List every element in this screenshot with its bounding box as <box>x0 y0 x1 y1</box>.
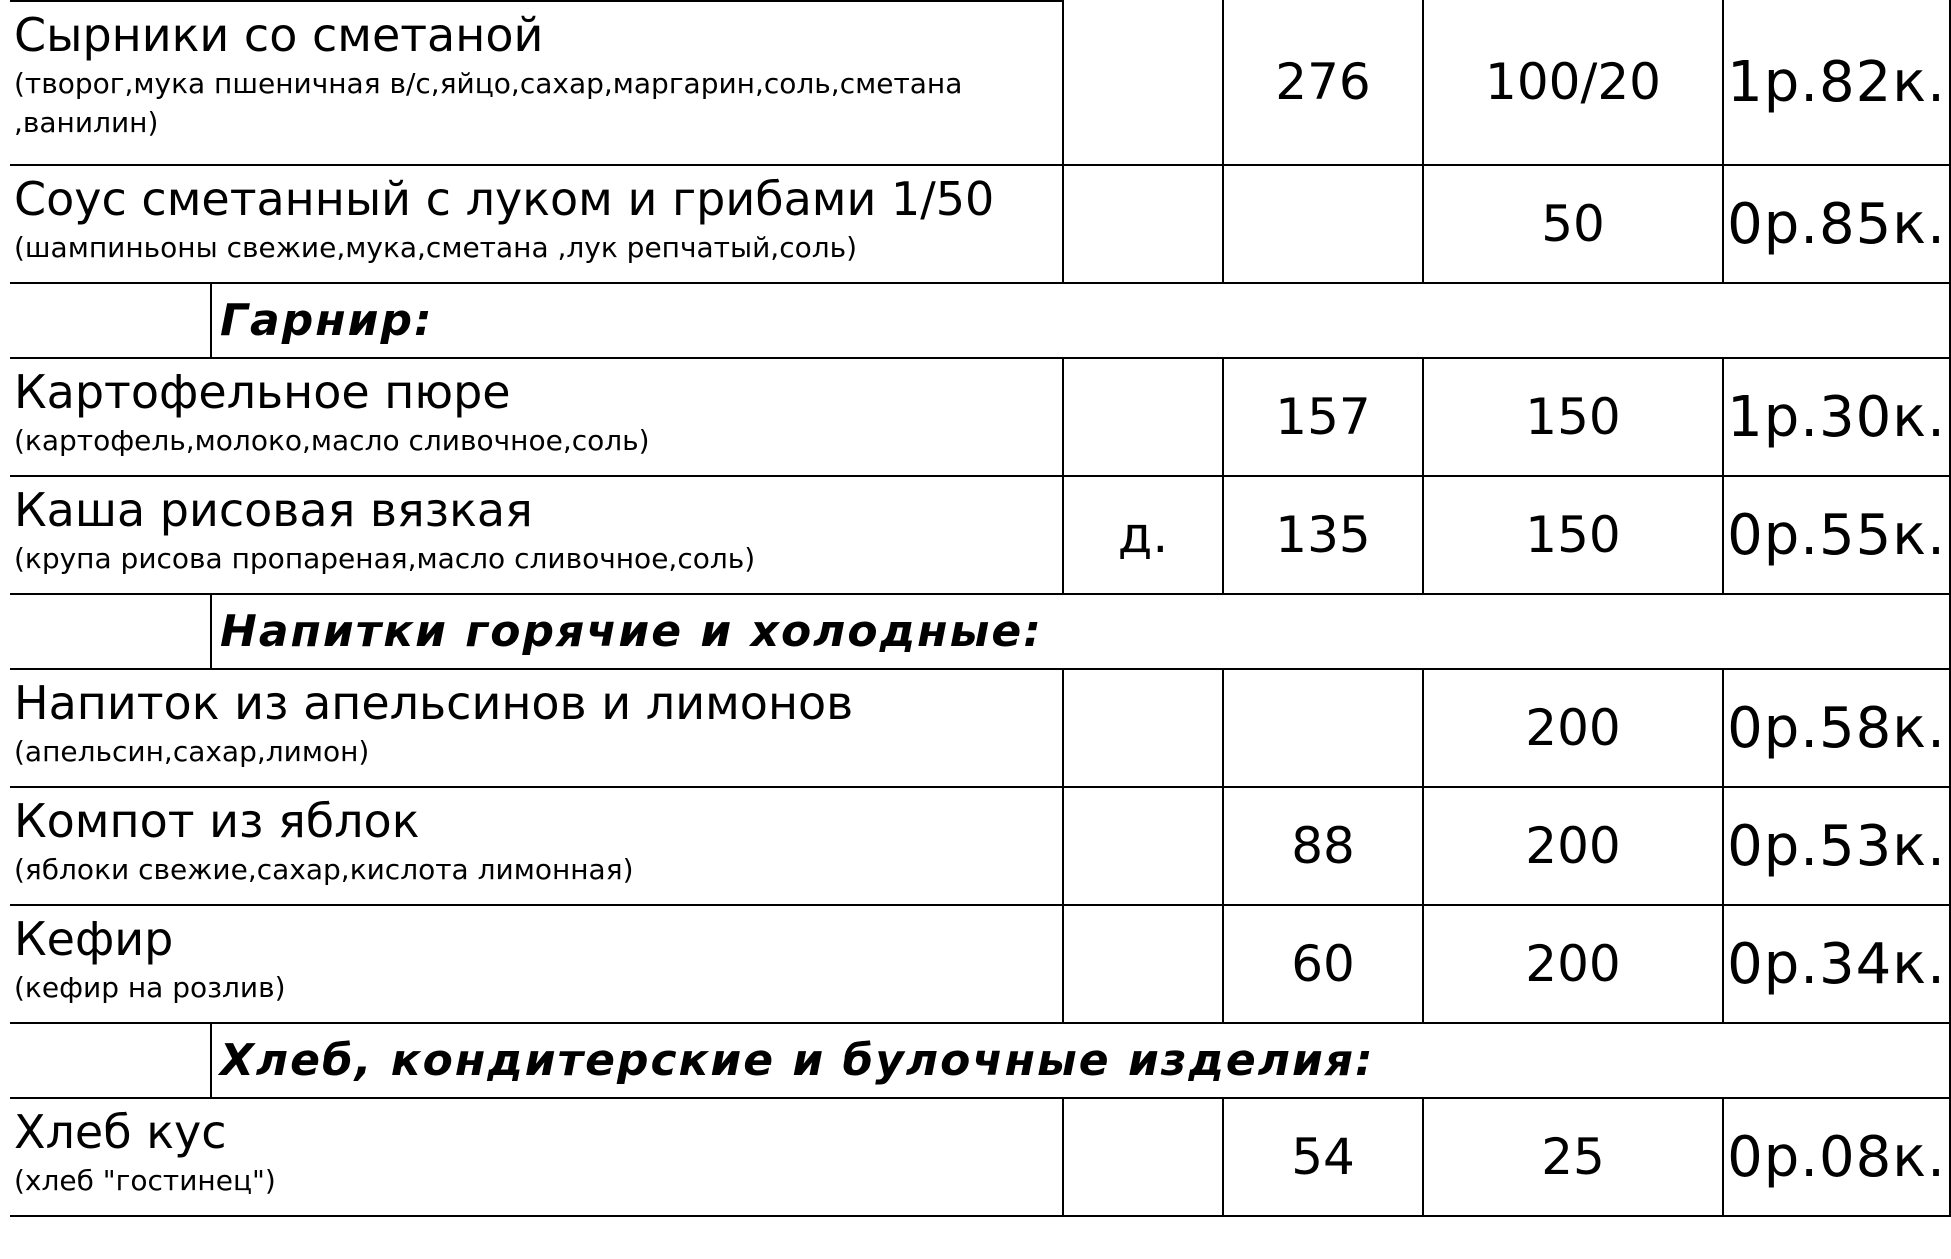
weight-cell: 100/20 <box>1424 0 1724 164</box>
mark-cell <box>1064 906 1224 1022</box>
dish-name: Соус сметанный с луком и грибами 1/50 <box>14 172 995 226</box>
dish-cell <box>10 670 1064 786</box>
mark-cell <box>1064 359 1224 475</box>
section-title: Напитки горячие и холодные: <box>210 595 1043 668</box>
weight-cell: 150 <box>1424 359 1724 475</box>
price-cell: 0р.34к. <box>1724 906 1951 1022</box>
dish-ingredients: (творог,мука пшеничная в/с,яйцо,сахар,маргарин,соль,сметана ,ванилин) <box>14 66 963 139</box>
mark-cell <box>1064 670 1224 786</box>
weight-cell: 25 <box>1424 1099 1724 1215</box>
price-cell: 0р.08к. <box>1724 1099 1951 1215</box>
kcal-cell: 276 <box>1224 0 1424 164</box>
dish-ingredients: (хлеб "гостинец") <box>14 1163 276 1197</box>
menu-row <box>10 0 1951 166</box>
kcal-cell: 60 <box>1224 906 1424 1022</box>
mark-cell <box>1064 1099 1224 1215</box>
mark-cell: д. <box>1064 477 1224 593</box>
price-cell: 1р.82к. <box>1724 0 1951 164</box>
dish-name: Напиток из апельсинов и лимонов <box>14 676 854 730</box>
dish-name: Кефир <box>14 912 174 966</box>
price-cell: 1р.30к. <box>1724 359 1951 475</box>
section-row <box>10 595 1951 670</box>
dish-cell <box>10 906 1064 1022</box>
dish-name: Компот из яблок <box>14 794 420 848</box>
price-cell: 0р.55к. <box>1724 477 1951 593</box>
menu-row <box>10 359 1951 477</box>
weight-cell: 200 <box>1424 906 1724 1022</box>
dish-ingredients: (яблоки свежие,сахар,кислота лимонная) <box>14 852 634 886</box>
kcal-cell: 54 <box>1224 1099 1424 1215</box>
section-row <box>10 1024 1951 1099</box>
dish-ingredients: (картофель,молоко,масло сливочное,соль) <box>14 423 650 457</box>
weight-cell: 150 <box>1424 477 1724 593</box>
price-cell: 0р.53к. <box>1724 788 1951 904</box>
weight-cell: 200 <box>1424 670 1724 786</box>
price-cell: 0р.85к. <box>1724 166 1951 282</box>
dish-name: Сырники со сметаной <box>14 8 544 62</box>
dish-name: Каша рисовая вязкая <box>14 483 533 537</box>
mark-cell <box>1064 0 1224 164</box>
kcal-cell: 135 <box>1224 477 1424 593</box>
menu-row <box>10 1099 1951 1217</box>
section-title: Хлеб, кондитерские и булочные изделия: <box>210 1024 1375 1097</box>
dish-cell <box>10 0 1064 164</box>
dish-name: Картофельное пюре <box>14 365 511 419</box>
dish-name: Хлеб кус <box>14 1105 227 1159</box>
kcal-cell <box>1224 670 1424 786</box>
menu-row <box>10 788 1951 906</box>
kcal-cell: 157 <box>1224 359 1424 475</box>
dish-cell <box>10 359 1064 475</box>
dish-cell <box>10 477 1064 593</box>
menu-row <box>10 906 1951 1024</box>
menu-row <box>10 477 1951 595</box>
dish-ingredients: (шампиньоны свежие,мука,сметана ,лук репчатый,соль) <box>14 230 858 264</box>
section-row <box>10 284 1951 359</box>
menu-row <box>10 166 1951 284</box>
menu-table <box>10 0 1951 1217</box>
price-cell: 0р.58к. <box>1724 670 1951 786</box>
mark-cell <box>1064 788 1224 904</box>
weight-cell: 50 <box>1424 166 1724 282</box>
dish-cell <box>10 166 1064 282</box>
dish-cell <box>10 788 1064 904</box>
dish-ingredients: (крупа рисова пропареная,масло сливочное,соль) <box>14 541 756 575</box>
kcal-cell <box>1224 166 1424 282</box>
dish-ingredients: (апельсин,сахар,лимон) <box>14 734 370 768</box>
mark-cell <box>1064 166 1224 282</box>
dish-cell <box>10 1099 1064 1215</box>
section-title: Гарнир: <box>210 284 434 357</box>
dish-ingredients: (кефир на розлив) <box>14 970 286 1004</box>
weight-cell: 200 <box>1424 788 1724 904</box>
menu-row <box>10 670 1951 788</box>
kcal-cell: 88 <box>1224 788 1424 904</box>
